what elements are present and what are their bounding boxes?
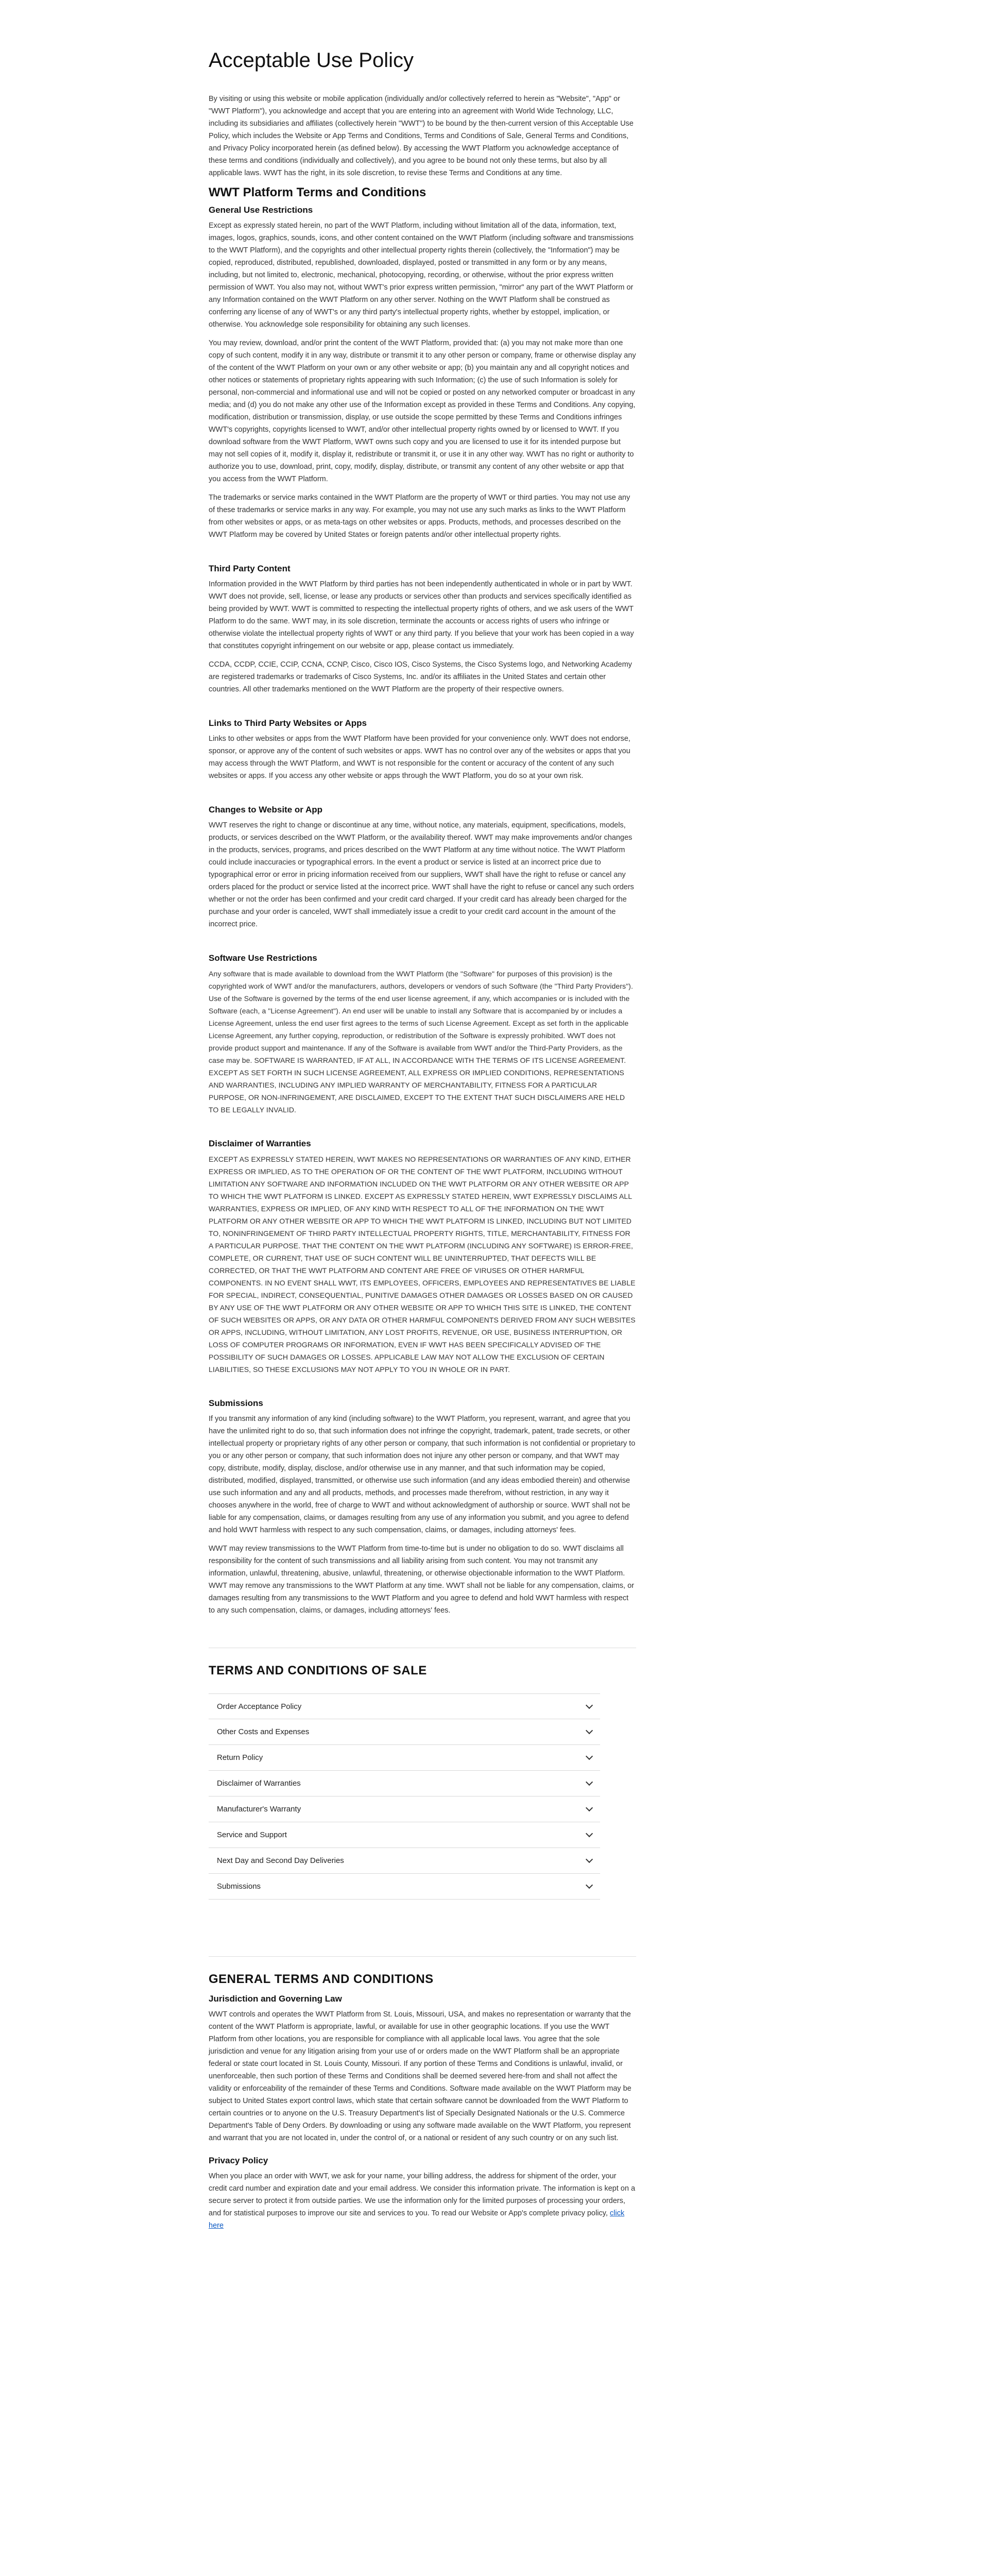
accordion-item-other-costs[interactable] bbox=[209, 1719, 600, 1745]
page-title: Acceptable Use Policy bbox=[209, 49, 414, 72]
accordion-item-manufacturer-warranty[interactable] bbox=[209, 1797, 600, 1822]
software-section bbox=[209, 953, 636, 1116]
intro-paragraph: By visiting or using this website or mobile application (individually and/or collectively referred to herein as "Website", "App" or "WWT Platform"), you acknowledge and accept that you are entering into an agreement with World Wide Technology, LLC, including its subsidiaries and affiliates (collectively herein "WWT") to be bound by the then-current version of this Acceptable Use Policy, which includes the Website or App Terms and Conditions, Terms and Conditions of Sale, General Terms and Conditions, and Privacy Policy incorporated herein (as defined below). By accessing the WWT Platform you acknowledge acceptance of these terms and conditions (individually and collectively), and you agree to be bound not only these terms, but also by all applicable laws. WWT has the right, in its sole discretion, to revise these Terms and Conditions at any time. bbox=[209, 95, 634, 177]
accordion-item-order-acceptance[interactable] bbox=[209, 1693, 600, 1719]
general-terms-section bbox=[209, 1956, 636, 2232]
general-terms-heading: GENERAL TERMS AND CONDITIONS bbox=[209, 1972, 434, 1986]
terms-of-sale-heading: TERMS AND CONDITIONS OF SALE bbox=[209, 1664, 427, 1677]
submissions-heading: Submissions bbox=[209, 1398, 263, 1408]
privacy-text: When you place an order with WWT, we ask for your name, your billing address, the address for shipment of the order, your credit card number and expiration date and your email address. We consider this information private. The information is kept on a secure server to protect it from outside parties. We use the information only for the limited purposes of processing your orders, and for statistical purposes to improve our site and services to you. To read our Website or App's complete privacy policy, bbox=[209, 2172, 636, 2217]
chevron-down-icon bbox=[586, 1727, 593, 1734]
disclaimer-section bbox=[209, 1139, 636, 1376]
privacy-policy-link[interactable]: click here bbox=[209, 2209, 625, 2230]
changes-heading: Changes to Website or App bbox=[209, 805, 323, 815]
jurisdiction-paragraph: WWT controls and operates the WWT Platform from St. Louis, Missouri, USA, and makes no representation or warranty that the content of the WWT Platform is appropriate, lawful, or available for use in other geographic locations. If you use the WWT Platform from other locations, you are responsible for compliance with all applicable local laws. You agree that the sole jurisdiction and venue for any litigation arising from your use of or orders made on the WWT Platform shall be an appropriate federal or state court located in St. Louis County, Missouri. If any portion of these Terms and Conditions is unlawful, invalid, or unenforceable, then such portion of these Terms and Conditions shall be deemed severed here-from and shall not affect the validity or enforceability of the remainder of these Terms and Conditions. Software made available on the WWT Platform may be subject to United States export control laws, which state that certain software cannot be downloaded from the WWT Platform to certain countries or to anyone on the U.S. Treasury Department's list of Specially Designated Nationals or the U.S. Commerce Department's Table of Deny Orders. By downloading or using any software made available on the WWT Platform, you represent and warrant that you are not located in, under the control of, or a national or resident of any such country or on any such list. bbox=[209, 2010, 632, 2142]
third-party-section bbox=[209, 564, 636, 696]
terms-of-sale-section bbox=[209, 1648, 636, 1900]
chevron-down-icon bbox=[586, 1753, 593, 1760]
jurisdiction-heading: Jurisdiction and Governing Law bbox=[209, 1994, 342, 2004]
links-heading: Links to Third Party Websites or Apps bbox=[209, 718, 367, 728]
disclaimer-paragraph: EXCEPT AS EXPRESSLY STATED HEREIN, WWT MAKES NO REPRESENTATIONS OR WARRANTIES OF ANY KIND, EITHER EXPRESS OR IMPLIED, AS TO THE OPERATION OF OR THE CONTENT OF THE WWT PLATFORM, INCLUDING WITHOUT LIMITATION ANY SOFTWARE AND INFORMATION INCLUDED ON THE WWT PLATFORM OR ANY OTHER WEBSITE OR APP TO WHICH THE WWT PLATFORM IS LINKED. EXCEPT AS EXPRESSLY STATED HEREIN, WWT EXPRESSLY DISCLAIMS ALL WARRANTIES, EXPRESS OR IMPLIED, OF ANY KIND WITH RESPECT TO ALL OF THE INFORMATION ON THE WWT PLATFORM OR ANY OTHER WEBSITE OR APP TO WHICH THE WWT PLATFORM IS LINKED, INCLUDING BUT NOT LIMITED TO, NONINFRINGEMENT OF THIRD PARTY INTELLECTUAL PROPERTY RIGHTS, TITLE, MERCHANTABILITY, FITNESS FOR A PARTICULAR PURPOSE. THAT THE CONTENT ON THE WWT PLATFORM (INCLUDING ANY SOFTWARE) IS ERROR-FREE, COMPLETE, OR CURRENT, THAT USE OF SUCH CONTENT WILL BE UNINTERRUPTED, THAT DEFECTS WILL BE CORRECTED, OR THAT THE WWT PLATFORM AND CONTENT ARE FREE OF VIRUSES OR OTHER HARMFUL COMPONENTS. IN NO EVENT SHALL WWT, ITS EMPLOYEES, OFFICERS, EMPLOYEES AND REPRESENTATIVES BE LIABLE FOR SPECIAL, INDIRECT, CONSEQUENTIAL, PUNITIVE DAMAGES OTHER DAMAGES OR LOSSES BASED ON OR CAUSED BY ANY USE OF THE WWT PLATFORM OR ANY OTHER WEBSITE OR APP TO WHICH THIS SITE IS LINKED, THE CONTENT OF SUCH WEBSITES OR APPS, OR ANY DATA OR OTHER HARMFUL COMPONENTS DERIVED FROM ANY SUCH WEBSITES OR APPS, INCLUDING, WITHOUT LIMITATION, ANY LOST PROFITS, REVENUE, OR USE, BUSINESS INTERRUPTION, OR LOSS OF COMPUTER PROGRAMS OR INFORMATION, EVEN IF WWT HAS BEEN SPECIFICALLY ADVISED OF THE POSSIBILITY OF SUCH DAMAGES OR LOSSES. APPLICABLE LAW MAY NOT ALLOW THE EXCLUSION OF CERTAIN LIABILITIES, SO THESE EXCLUSIONS MAY NOT APPLY TO YOU IN WHOLE OR IN PART. bbox=[209, 1155, 636, 1374]
submissions-section bbox=[209, 1398, 636, 1617]
terms-of-sale-accordion bbox=[209, 1693, 600, 1900]
software-heading: Software Use Restrictions bbox=[209, 953, 317, 963]
accordion-item-label: Return Policy bbox=[217, 1753, 263, 1762]
accordion-item-label: Other Costs and Expenses bbox=[217, 1727, 310, 1736]
platform-terms-section bbox=[209, 185, 636, 541]
general-use-paragraph: The trademarks or service marks contained in the WWT Platform are the property of WWT or third parties. You may not use any of these trademarks or service marks in any way. For example, you may not use any such marks as links to the WWT Platform from other websites or apps, or as meta-tags on other websites or apps. Products, methods, and processes described on the WWT Platform may be covered by United States or foreign patents and/or other intellectual property rights. bbox=[209, 494, 630, 539]
accordion-item-return-policy[interactable] bbox=[209, 1745, 600, 1771]
links-paragraph: Links to other websites or apps from the WWT Platform have been provided for your convenience only. WWT does not endorse, sponsor, or approve any of the content of such websites or apps. WWT has no control over any of the websites or apps that you may access through the WWT Platform, and WWT is not responsible for the content or accuracy of the content of any such websites or apps. If you access any other website or apps through the WWT Platform, you do so at your own risk. bbox=[209, 735, 630, 780]
accordion-item-label: Submissions bbox=[217, 1882, 261, 1891]
chevron-down-icon bbox=[586, 1830, 593, 1837]
chevron-down-icon bbox=[586, 1804, 593, 1811]
chevron-down-icon bbox=[586, 1856, 593, 1863]
privacy-heading: Privacy Policy bbox=[209, 2156, 268, 2165]
general-use-heading: General Use Restrictions bbox=[209, 205, 313, 215]
article bbox=[209, 49, 636, 2238]
accordion-item-service-support[interactable] bbox=[209, 1822, 600, 1848]
general-use-paragraph: Except as expressly stated herein, no part of the WWT Platform, including without limitation all of the data, information, text, images, logos, graphics, sounds, icons, and other content contained on the WWT Platform (including software and transmissions to the WWT Platform), and the copyrights and other intellectual property rights therein (collectively, the "Information") may be copied, reproduced, distributed, republished, downloaded, displayed, posted or transmitted in any form or by any means, including, but not limited to, electronic, mechanical, photocopying, recording, or otherwise, without the prior express written permission of WWT. You also may not, without WWT's prior express written permission, "mirror" any part of the WWT Platform or any Information contained on the WWT Platform on any other server. Nothing on the WWT Platform shall be construed as conferring any license of any of WWT's or any third party's intellectual property rights, whether by estoppel, implication, or otherwise. You acknowledge sole responsibility for obtaining any such licenses. bbox=[209, 222, 634, 329]
changes-section bbox=[209, 805, 636, 930]
changes-paragraph: WWT reserves the right to change or discontinue at any time, without notice, any materials, equipment, specifications, models, products, or services described on the WWT Platform, or the availability thereof. WWT may make improvements and/or changes in the products, services, programs, and prices described on the WWT Platform at any time without notice. The WWT Platform could include inaccuracies or typographical errors. In the event a product or service is listed at an incorrect price due to typographical error or error in pricing information received from our suppliers, WWT shall have the right to refuse or cancel any orders placed for the product or service listed at the incorrect price. WWT shall have the right to refuse or cancel any such orders whether or not the order has been confirmed and your credit card charged. If your credit card has already been charged for the purchase and your order is canceled, WWT shall immediately issue a credit to your credit card account in the amount of the incorrect price. bbox=[209, 821, 634, 928]
accordion-item-deliveries[interactable] bbox=[209, 1848, 600, 1874]
links-section bbox=[209, 718, 636, 782]
third-party-heading: Third Party Content bbox=[209, 564, 291, 573]
software-paragraph: Any software that is made available to download from the WWT Platform (the "Software" for purposes of this provision) is the copyrighted work of WWT and/or the manufacturers, authors, developers or vendors of such Software (the "Third Party Providers"). Use of the Software is governed by the terms of the end user license agreement, if any, which accompanies or is included with the Software (each, a "License Agreement"). An end user will be unable to install any Software that is accompanied by or includes a License Agreement, unless the end user first agrees to the terms of such License Agreement. Except as set forth in the applicable License Agreement, any further copying, reproduction, or redistribution of the Software is expressly prohibited. WWT does not provide product support and maintenance. If any of the Software is available from WWT and/or the Third-Party Providers, as the case may be. SOFTWARE IS WARRANTED, IF AT ALL, IN ACCORDANCE WITH THE TERMS OF ITS LICENSE AGREEMENT. EXCEPT AS SET FORTH IN SUCH LICENSE AGREEMENT, ALL EXPRESS OR IMPLIED CONDITIONS, REPRESENTATIONS AND WARRANTIES, INCLUDING ANY IMPLIED WARRANTY OF MERCHANTABILITY, FITNESS FOR A PARTICULAR PURPOSE, OR NON-INFRINGEMENT, ARE DISCLAIMED, EXCEPT TO THE EXTENT THAT SUCH DISCLAIMERS ARE HELD TO BE LEGALLY INVALID. bbox=[209, 970, 633, 1114]
accordion-item-label: Order Acceptance Policy bbox=[217, 1702, 302, 1711]
accordion-item-label: Disclaimer of Warranties bbox=[217, 1779, 301, 1788]
third-party-paragraph: Information provided in the WWT Platform by third parties has not been independently authenticated in whole or in part by WWT. WWT does not provide, sell, license, or lease any products or services other than products and services specifically identified as being provided by WWT. WWT is committed to respecting the intellectual property rights of others, and we ask users of the WWT Platform to do the same. WWT may, in its sole discretion, terminate the accounts or access rights of users who infringe or otherwise violate the intellectual property rights of WWT or any third party. If you believe that your work has been copied in a way that constitutes copyright infringement on our website or app, please contact us immediately. bbox=[209, 580, 634, 650]
disclaimer-heading: Disclaimer of Warranties bbox=[209, 1139, 311, 1148]
chevron-down-icon bbox=[586, 1882, 593, 1889]
submissions-paragraph: WWT may review transmissions to the WWT Platform from time-to-time but is under no obligation to do so. WWT disclaims all responsibility for the content of such transmissions and all liability arising from such content. You may not transmit any information, unlawful, threatening, abusive, unlawful, threatening, or otherwise objectionable information to the WWT Platform. WWT may remove any transmissions to the WWT Platform at any time. WWT shall not be liable for any compensation, claims, or damages resulting from any transmissions to the WWT Platform and you agree to defend and hold WWT harmless with respect to any such compensation, claims, or damages, including attorneys' fees. bbox=[209, 1545, 634, 1615]
chevron-down-icon bbox=[586, 1701, 593, 1708]
accordion-item-label: Service and Support bbox=[217, 1831, 287, 1839]
accordion-item-submissions[interactable] bbox=[209, 1874, 600, 1900]
chevron-down-icon bbox=[586, 1778, 593, 1786]
accordion-item-disclaimer[interactable] bbox=[209, 1771, 600, 1797]
accordion-item-label: Next Day and Second Day Deliveries bbox=[217, 1856, 344, 1865]
platform-terms-heading: WWT Platform Terms and Conditions bbox=[209, 185, 427, 199]
submissions-paragraph: If you transmit any information of any kind (including software) to the WWT Platform, you represent, warrant, and agree that you have the unlimited right to do so, that such information does not infringe the copyright, trademark, patent, trade secrets, or other intellectual property or proprietary rights of any other person or company, that such information is not confidential or proprietary to you or any other person or company, that such information does not injure any other person or company, and that WWT may copy, distribute, modify, display, disclose, and/or otherwise use in any manner, and that such information may be copied, distributed, modified, displayed, transmitted, or otherwise use such information (and any ideas embodied therein) and otherwise use such information and any and all products, methods, and processes made therefrom, without restriction, in any way it chooses anywhere in the world, free of charge to WWT and without acknowledgment of authorship or source. WWT shall not be liable for any compensation, claims, or damages resulting from any use of any information you submit, and you agree to defend and hold WWT harmless with respect to any such compensation, claims, or damages, including attorneys' fees. bbox=[209, 1415, 636, 1534]
third-party-paragraph: CCDA, CCDP, CCIE, CCIP, CCNA, CCNP, Cisco, Cisco IOS, Cisco Systems, the Cisco Systems logo, and Networking Academy are registered trademarks or trademarks of Cisco Systems, Inc. and/or its affiliates in the United States and certain other countries. All other trademarks mentioned on the WWT Platform are the property of their respective owners. bbox=[209, 660, 632, 693]
privacy-paragraph bbox=[209, 2170, 636, 2232]
general-use-paragraph: You may review, download, and/or print the content of the WWT Platform, provided that: (a) you may not make more than one copy of such content, modify it in any way, distribute or transmit it to any other person or company, frame or otherwise display any of the content of the WWT Platform on your own or any other website or app; (b) you maintain any and all copyright notices and other notices or statements of proprietary rights appearing with such Information; (c) the use of such Information is solely for personal, non-commercial and informational use and will not be copied or posted on any networked computer or broadcast in any media; and (d) you do not make any other use of the Information except as provided in these Terms and Conditions. Any copying, modification, distribution or transmission, display, or use outside the scope permitted by these Terms and Conditions infringes WWT's copyrights, copyrights licensed to WWT, and/or other intellectual property rights owned by or licensed to WWT. If you download software from the WWT Platform, WWT owns such copy and you are licensed to use it for its intended purpose but may not sell copies of it, modify it, display it, redistribute or transmit it, or use it in any other way. WWT has no right or authority to authorize you to use, download, print, copy, modify, display, distribute, or transmit any content of any other website or app that you access from the WWT Platform. bbox=[209, 339, 636, 483]
accordion-item-label: Manufacturer's Warranty bbox=[217, 1805, 301, 1814]
